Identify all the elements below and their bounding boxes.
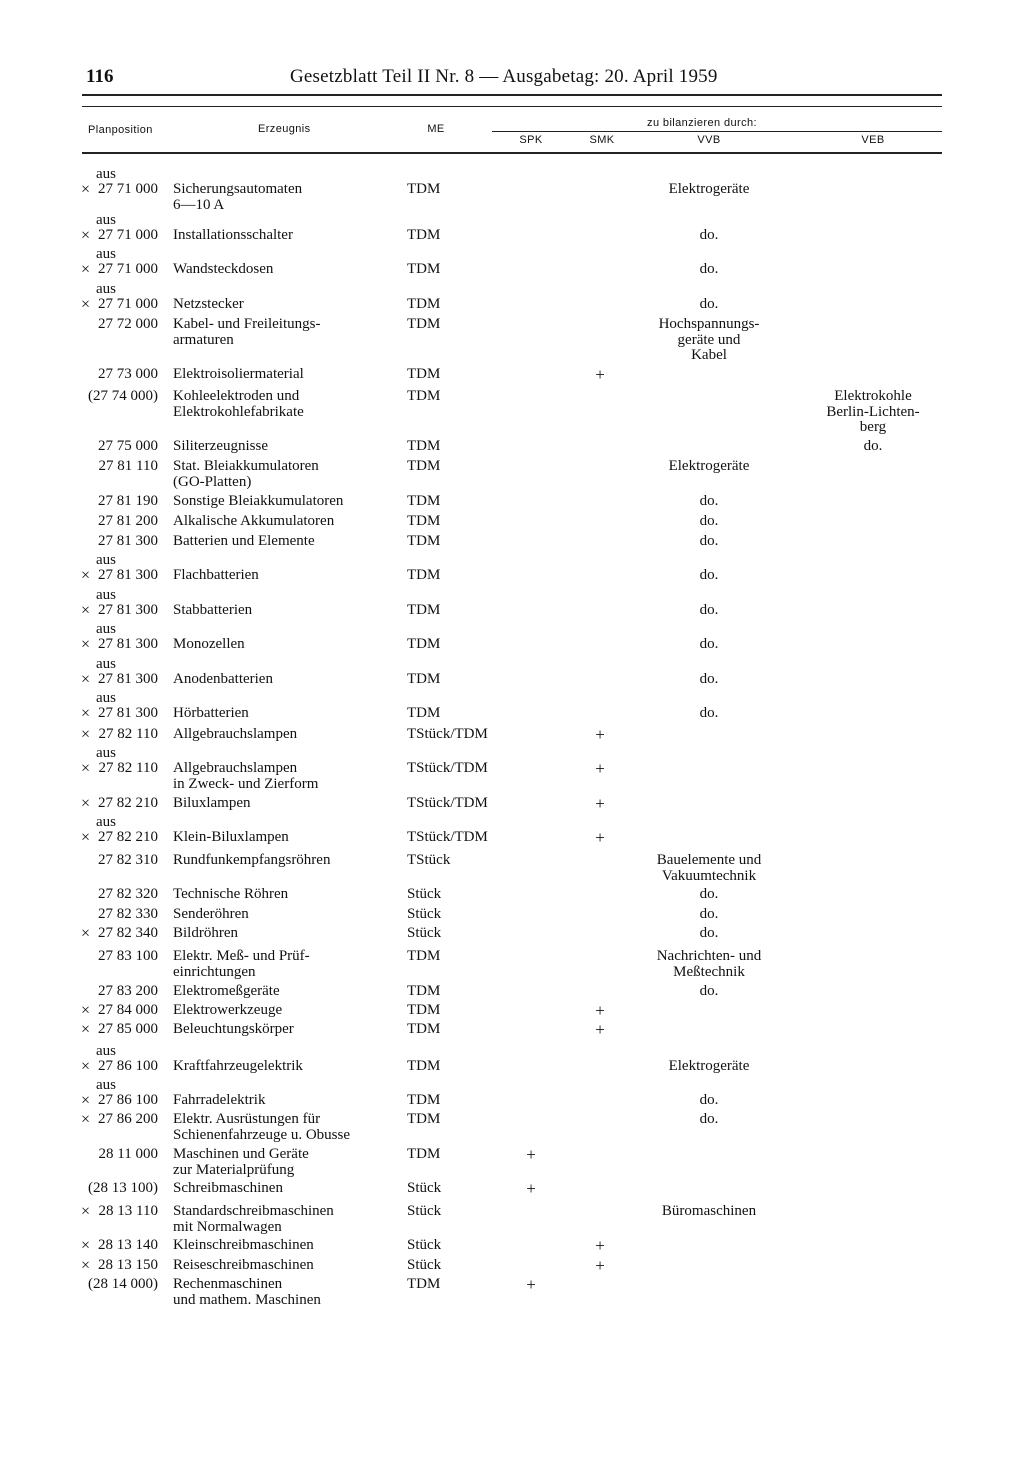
row-me: TDM — [407, 602, 441, 618]
row-smk-mark: + — [595, 794, 605, 813]
row-erzeugnis — [173, 1003, 405, 1019]
row-me: TDM — [407, 1092, 441, 1108]
row-vvb-line: do. — [699, 705, 719, 721]
row-vvb — [629, 984, 789, 1000]
row-erzeugnis — [173, 1238, 405, 1254]
row-me: TDM — [407, 458, 441, 474]
row-planposition: 27 86 100 — [98, 1092, 158, 1108]
row-marker: × — [81, 1203, 91, 1220]
row-me: TDM — [407, 983, 441, 999]
column-header-planposition: Planposition — [88, 124, 153, 136]
row-me: TStück/TDM — [407, 726, 488, 742]
row-smk-mark: + — [595, 1236, 605, 1255]
row-veb — [808, 389, 938, 436]
row-erzeugnis-line: Elektromeßgeräte — [173, 983, 280, 999]
row-erzeugnis-line: Maschinen und Geräte — [173, 1146, 309, 1162]
row-planposition: 27 71 000 — [98, 227, 158, 243]
row-erzeugnis-line: Kleinschreibmaschinen — [173, 1237, 314, 1253]
row-planposition: 27 72 000 — [98, 316, 158, 332]
row-vvb-line: geräte und — [677, 331, 741, 348]
row-erzeugnis — [173, 262, 405, 278]
row-erzeugnis — [173, 459, 405, 490]
row-erzeugnis — [173, 182, 405, 213]
row-vvb-line: Nachrichten- und — [656, 948, 762, 964]
row-planposition: 27 82 340 — [98, 925, 158, 941]
row-erzeugnis — [173, 727, 405, 743]
row-erzeugnis-line: Sicherungsautomaten — [173, 181, 303, 197]
row-me: TDM — [407, 181, 441, 197]
row-prefix: aus — [96, 690, 116, 706]
row-me: TDM — [407, 1146, 441, 1162]
row-me: Stück — [407, 1237, 442, 1253]
row-me: TDM — [407, 671, 441, 687]
page-title: Gesetzblatt Teil II Nr. 8 — Ausgabetag: 20. April 1959 — [290, 66, 718, 87]
row-me: TDM — [407, 513, 441, 529]
row-erzeugnis-line: Stabbatterien — [173, 602, 253, 618]
row-vvb — [629, 317, 789, 364]
row-erzeugnis-line: zur Materialprüfung — [173, 1161, 295, 1178]
row-vvb-line: do. — [699, 513, 719, 529]
row-erzeugnis — [173, 706, 405, 722]
row-erzeugnis — [173, 317, 405, 348]
row-erzeugnis-line: Hörbatterien — [173, 705, 249, 721]
row-planposition: 27 82 310 — [98, 852, 158, 868]
row-prefix: aus — [96, 745, 116, 761]
row-me: TDM — [407, 296, 441, 312]
row-vvb — [629, 228, 789, 244]
row-planposition: 27 86 200 — [98, 1111, 158, 1127]
row-erzeugnis — [173, 297, 405, 313]
row-marker: × — [81, 829, 91, 846]
row-erzeugnis — [173, 672, 405, 688]
row-erzeugnis-line: Stat. Bleiakkumulatoren — [173, 458, 319, 474]
row-planposition: 27 82 210 — [98, 795, 158, 811]
row-erzeugnis-line: einrichtungen — [173, 963, 256, 980]
row-erzeugnis-line: in Zweck- und Zierform — [173, 775, 319, 792]
header-rule-top — [82, 94, 942, 96]
row-vvb-line: do. — [699, 602, 719, 618]
row-planposition: 27 71 000 — [98, 181, 158, 197]
row-vvb-line: do. — [699, 906, 719, 922]
row-me: Stück — [407, 906, 442, 922]
row-vvb — [629, 1059, 789, 1075]
row-planposition: 27 82 110 — [98, 726, 158, 742]
row-erzeugnis — [173, 1204, 405, 1235]
row-me: Stück — [407, 925, 442, 941]
column-header-spk: SPK — [519, 134, 543, 146]
row-vvb-line: Bauelemente und — [656, 852, 762, 868]
row-veb — [808, 439, 938, 455]
row-vvb — [629, 949, 789, 980]
row-vvb — [629, 1112, 789, 1128]
row-planposition: 27 82 210 — [98, 829, 158, 845]
row-veb-line: Elektrokohle — [834, 388, 912, 404]
row-erzeugnis-line: Elektroisoliermaterial — [173, 366, 304, 382]
row-planposition: 27 81 300 — [98, 533, 158, 549]
row-prefix: aus — [96, 656, 116, 672]
row-prefix: aus — [96, 587, 116, 603]
row-vvb — [629, 926, 789, 942]
row-marker: × — [81, 1257, 91, 1274]
row-me: TDM — [407, 1021, 441, 1037]
row-erzeugnis — [173, 367, 405, 383]
row-marker: × — [81, 795, 91, 812]
row-vvb-line: do. — [699, 1111, 719, 1127]
header-rule-second — [82, 106, 942, 107]
row-erzeugnis-line: Kohleelektroden und — [173, 388, 300, 404]
row-vvb-line: do. — [699, 1092, 719, 1108]
row-planposition: (27 74 000) — [88, 388, 158, 404]
row-planposition: 27 86 100 — [98, 1058, 158, 1074]
row-marker: × — [81, 1002, 91, 1019]
row-planposition: (28 14 000) — [88, 1276, 158, 1292]
row-me: TStück/TDM — [407, 795, 488, 811]
row-me: Stück — [407, 1180, 442, 1196]
row-planposition: 27 81 200 — [98, 513, 158, 529]
header-rule-bottom — [82, 152, 942, 154]
row-vvb-line: Meßtechnik — [673, 963, 745, 980]
row-erzeugnis — [173, 1059, 405, 1075]
row-me: Stück — [407, 886, 442, 902]
row-me: TDM — [407, 388, 441, 404]
row-marker: × — [81, 925, 91, 942]
row-erzeugnis-line: Reiseschreibmaschinen — [173, 1257, 314, 1273]
row-erzeugnis — [173, 984, 405, 1000]
row-erzeugnis-line: Flachbatterien — [173, 567, 259, 583]
row-erzeugnis-line: armaturen — [173, 331, 234, 348]
row-marker: × — [81, 227, 91, 244]
row-vvb-line: do. — [699, 227, 719, 243]
row-me: TDM — [407, 438, 441, 454]
row-vvb-line: do. — [699, 636, 719, 652]
row-erzeugnis-line: und mathem. Maschinen — [173, 1291, 321, 1308]
row-me: TStück/TDM — [407, 829, 488, 845]
row-prefix: aus — [96, 621, 116, 637]
row-veb-line: Berlin-Lichten- — [826, 403, 920, 420]
row-marker: × — [81, 181, 91, 198]
row-veb-line: berg — [859, 419, 887, 435]
row-vvb — [629, 494, 789, 510]
row-vvb-line: do. — [699, 983, 719, 999]
row-vvb — [629, 534, 789, 550]
row-vvb — [629, 672, 789, 688]
row-vvb-line: Büromaschinen — [661, 1203, 757, 1219]
row-planposition: 27 81 300 — [98, 567, 158, 583]
row-erzeugnis-line: Allgebrauchslampen — [173, 760, 298, 776]
row-planposition: 27 81 110 — [98, 458, 158, 474]
row-erzeugnis-line: Netzstecker — [173, 296, 244, 312]
row-marker: × — [81, 261, 91, 278]
row-erzeugnis — [173, 1277, 405, 1308]
row-smk-mark: + — [595, 725, 605, 744]
row-vvb-line: do. — [699, 567, 719, 583]
row-erzeugnis-line: Elektrokohlefabrikate — [173, 403, 304, 420]
row-me: TDM — [407, 533, 441, 549]
row-erzeugnis-line: Kraftfahrzeugelektrik — [173, 1058, 303, 1074]
row-erzeugnis — [173, 761, 405, 792]
row-erzeugnis — [173, 439, 405, 455]
row-vvb-line: do. — [699, 925, 719, 941]
column-header-erzeugnis: Erzeugnis — [258, 123, 311, 135]
row-marker: × — [81, 296, 91, 313]
row-marker: × — [81, 567, 91, 584]
row-erzeugnis-line: Elektrowerkzeuge — [173, 1002, 283, 1018]
row-erzeugnis-line: (GO-Platten) — [173, 473, 252, 490]
row-prefix: aus — [96, 246, 116, 262]
row-erzeugnis — [173, 1258, 405, 1274]
row-planposition: 27 82 110 — [98, 760, 158, 776]
row-me: TDM — [407, 636, 441, 652]
column-header-smk: SMK — [589, 134, 615, 146]
row-planposition: 27 83 100 — [98, 948, 158, 964]
row-erzeugnis — [173, 887, 405, 903]
column-header-bilanz: zu bilanzieren durch: — [647, 117, 757, 129]
row-spk-mark: + — [526, 1179, 536, 1198]
row-erzeugnis-line: Rundfunkempfangsröhren — [173, 852, 331, 868]
row-erzeugnis-line: Bildröhren — [173, 925, 238, 941]
row-prefix: aus — [96, 166, 116, 182]
row-planposition: 28 11 000 — [98, 1146, 158, 1162]
row-vvb-line: do. — [699, 296, 719, 312]
row-me: TDM — [407, 1276, 441, 1292]
row-vvb — [629, 706, 789, 722]
row-me: TDM — [407, 567, 441, 583]
column-header-veb: VEB — [861, 134, 885, 146]
row-vvb-line: do. — [699, 671, 719, 687]
row-me: TDM — [407, 227, 441, 243]
row-erzeugnis — [173, 853, 405, 869]
row-vvb-line: Kabel — [691, 347, 727, 363]
row-planposition: 27 84 000 — [98, 1002, 158, 1018]
row-erzeugnis — [173, 637, 405, 653]
row-planposition: 27 81 300 — [98, 671, 158, 687]
row-erzeugnis-line: Rechenmaschinen — [173, 1276, 283, 1292]
row-planposition: 27 81 190 — [98, 493, 158, 509]
row-erzeugnis-line: Schreibmaschinen — [173, 1180, 283, 1196]
row-vvb — [629, 1093, 789, 1109]
row-vvb-line: do. — [699, 261, 719, 277]
row-planposition: 28 13 150 — [98, 1257, 158, 1273]
row-erzeugnis-line: Alkalische Akkumulatoren — [173, 513, 335, 529]
row-planposition: 27 82 320 — [98, 886, 158, 902]
row-erzeugnis — [173, 534, 405, 550]
row-erzeugnis — [173, 1093, 405, 1109]
row-vvb — [629, 637, 789, 653]
row-planposition: 27 81 300 — [98, 602, 158, 618]
row-erzeugnis-line: Siliterzeugnisse — [173, 438, 268, 454]
row-vvb — [629, 182, 789, 198]
row-me: Stück — [407, 1203, 442, 1219]
row-marker: × — [81, 671, 91, 688]
row-prefix: aus — [96, 1077, 116, 1093]
row-erzeugnis-line: Batterien und Elemente — [173, 533, 315, 549]
row-erzeugnis — [173, 796, 405, 812]
row-erzeugnis — [173, 1022, 405, 1038]
row-smk-mark: + — [595, 1020, 605, 1039]
row-planposition: 28 13 110 — [98, 1203, 158, 1219]
row-prefix: aus — [96, 1043, 116, 1059]
column-header-vvb: VVB — [697, 134, 721, 146]
row-marker: × — [81, 1111, 91, 1128]
row-erzeugnis — [173, 907, 405, 923]
row-erzeugnis — [173, 1181, 405, 1197]
row-prefix: aus — [96, 814, 116, 830]
row-marker: × — [81, 636, 91, 653]
row-erzeugnis-line: Klein-Biluxlampen — [173, 829, 289, 845]
row-veb-line: do. — [863, 438, 883, 454]
row-me: TDM — [407, 366, 441, 382]
column-header-me: ME — [427, 123, 445, 135]
row-vvb — [629, 568, 789, 584]
row-me: TDM — [407, 705, 441, 721]
row-erzeugnis-line: 6—10 A — [173, 196, 225, 213]
page-header — [76, 64, 946, 94]
row-me: TDM — [407, 1058, 441, 1074]
row-me: TDM — [407, 1111, 441, 1127]
row-marker: × — [81, 1058, 91, 1075]
row-vvb-line: Elektrogeräte — [668, 181, 750, 197]
row-me: TStück/TDM — [407, 760, 488, 776]
row-planposition: 27 71 000 — [98, 296, 158, 312]
row-smk-mark: + — [595, 828, 605, 847]
row-erzeugnis-line: Standardschreibmaschinen — [173, 1203, 334, 1219]
row-erzeugnis-line: Anodenbatterien — [173, 671, 273, 687]
row-smk-mark: + — [595, 365, 605, 384]
row-erzeugnis-line: Technische Röhren — [173, 886, 289, 902]
row-marker: × — [81, 726, 91, 743]
row-marker: × — [81, 705, 91, 722]
row-prefix: aus — [96, 552, 116, 568]
row-erzeugnis-line: Wandsteckdosen — [173, 261, 274, 277]
row-planposition: 27 85 000 — [98, 1021, 158, 1037]
row-vvb-line: Elektrogeräte — [668, 458, 750, 474]
row-erzeugnis — [173, 926, 405, 942]
row-vvb-line: do. — [699, 886, 719, 902]
row-erzeugnis — [173, 1112, 405, 1143]
row-erzeugnis-line: Fahrradelektrik — [173, 1092, 266, 1108]
row-me: Stück — [407, 1257, 442, 1273]
row-vvb — [629, 262, 789, 278]
row-planposition: 27 71 000 — [98, 261, 158, 277]
row-planposition: 27 81 300 — [98, 636, 158, 652]
row-smk-mark: + — [595, 1001, 605, 1020]
row-vvb-line: Elektrogeräte — [668, 1058, 750, 1074]
row-me: TDM — [407, 316, 441, 332]
row-erzeugnis-line: mit Normalwagen — [173, 1218, 282, 1235]
row-vvb — [629, 1204, 789, 1220]
row-planposition: 27 82 330 — [98, 906, 158, 922]
row-vvb-line: Hochspannungs- — [658, 316, 760, 332]
row-prefix: aus — [96, 212, 116, 228]
row-me: TDM — [407, 493, 441, 509]
row-erzeugnis-line: Monozellen — [173, 636, 245, 652]
row-erzeugnis-line: Allgebrauchslampen — [173, 726, 298, 742]
row-vvb — [629, 853, 789, 884]
row-vvb — [629, 514, 789, 530]
row-planposition: 27 81 300 — [98, 705, 158, 721]
row-erzeugnis-line: Biluxlampen — [173, 795, 251, 811]
row-erzeugnis-line: Installationsschalter — [173, 227, 293, 243]
row-vvb-line: Vakuumtechnik — [661, 867, 757, 884]
row-vvb — [629, 907, 789, 923]
row-erzeugnis — [173, 514, 405, 530]
row-spk-mark: + — [526, 1145, 536, 1164]
row-vvb-line: do. — [699, 533, 719, 549]
row-erzeugnis — [173, 603, 405, 619]
row-erzeugnis-line: Elektr. Ausrüstungen für — [173, 1111, 321, 1127]
row-prefix: aus — [96, 281, 116, 297]
row-smk-mark: + — [595, 1256, 605, 1275]
row-erzeugnis — [173, 830, 405, 846]
row-erzeugnis-line: Beleuchtungskörper — [173, 1021, 294, 1037]
row-vvb-line: do. — [699, 493, 719, 509]
bilanz-sub-rule — [492, 131, 942, 132]
row-me: TDM — [407, 948, 441, 964]
row-vvb — [629, 887, 789, 903]
row-planposition: 28 13 140 — [98, 1237, 158, 1253]
row-erzeugnis-line: Elektr. Meß- und Prüf- — [173, 948, 310, 964]
row-vvb — [629, 297, 789, 313]
row-erzeugnis — [173, 494, 405, 510]
row-erzeugnis-line: Sonstige Bleiakkumulatoren — [173, 493, 344, 509]
row-marker: × — [81, 1237, 91, 1254]
row-erzeugnis-line: Schienenfahrzeuge u. Obusse — [173, 1126, 351, 1143]
row-erzeugnis-line: Senderöhren — [173, 906, 249, 922]
row-vvb — [629, 603, 789, 619]
row-erzeugnis — [173, 228, 405, 244]
row-planposition: 27 73 000 — [98, 366, 158, 382]
row-planposition: 27 75 000 — [98, 438, 158, 454]
row-erzeugnis — [173, 1147, 405, 1178]
row-erzeugnis — [173, 568, 405, 584]
row-smk-mark: + — [595, 759, 605, 778]
row-erzeugnis — [173, 389, 405, 420]
row-erzeugnis — [173, 949, 405, 980]
page-number: 116 — [86, 66, 114, 87]
row-me: TDM — [407, 1002, 441, 1018]
row-vvb — [629, 459, 789, 475]
row-me: TStück — [407, 852, 451, 868]
row-planposition: (28 13 100) — [88, 1180, 158, 1196]
row-marker: × — [81, 1092, 91, 1109]
row-me: TDM — [407, 261, 441, 277]
row-planposition: 27 83 200 — [98, 983, 158, 999]
row-marker: × — [81, 602, 91, 619]
row-spk-mark: + — [526, 1275, 536, 1294]
row-erzeugnis-line: Kabel- und Freileitungs- — [173, 316, 321, 332]
row-marker: × — [81, 760, 91, 777]
row-marker: × — [81, 1021, 91, 1038]
